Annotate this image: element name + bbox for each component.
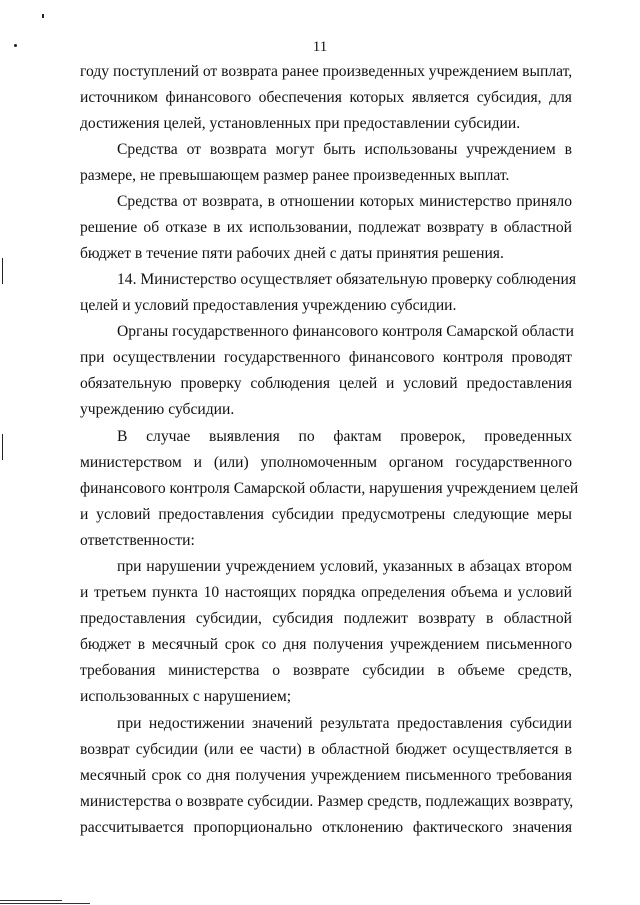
text-line: министерством и (или) уполномоченным органом государственного — [80, 454, 572, 471]
text-line: возврат субсидии (или ее части) в областной бюджет осуществляется в — [80, 741, 572, 758]
text-line: Средства от возврата могут быть использованы учреждением в — [117, 141, 572, 158]
text-line: решение об отказе в их использовании, подлежат возврату в областной — [80, 219, 572, 236]
text-line: целей и условий предоставления учреждению субсидии. — [80, 297, 457, 314]
text-line: предоставления субсидии, субсидия подлежит возврату в областной — [80, 610, 572, 627]
text-line: В случае выявления по фактам проверок, проведенных — [117, 428, 572, 445]
text-line: при недостижении значений результата предоставления субсидии — [117, 715, 572, 732]
scan-bottom-edge — [0, 903, 90, 904]
scan-edge-mark — [2, 434, 3, 460]
text-line: бюджет в течение пяти рабочих дней с даты принятия решения. — [80, 245, 504, 262]
text-line: и третьем пункта 10 настоящих порядка определения объема и условий — [80, 584, 572, 601]
text-line: году поступлений от возврата ранее произведенных учреждением выплат, — [80, 63, 573, 80]
text-line: достижения целей, установленных при предоставлении субсидии. — [80, 115, 521, 132]
text-line: месячный срок со дня получения учреждением письменного требования — [80, 767, 572, 784]
text-line: при нарушении учреждением условий, указанных в абзацах втором — [117, 558, 572, 575]
text-line: источником финансового обеспечения которых является субсидия, для — [80, 89, 572, 106]
scan-bottom-edge — [0, 900, 62, 901]
text-line: ответственности: — [80, 532, 195, 549]
text-line: министерства о возврате субсидии. Размер средств, подлежащих возврату, — [80, 793, 574, 810]
text-line: бюджет в месячный срок со дня получения учреждением письменного — [80, 636, 572, 653]
text-line: Средства от возврата, в отношении которых министерство приняло — [117, 193, 572, 210]
text-line: 14. Министерство осуществляет обязательную проверку соблюдения — [117, 271, 577, 288]
scan-speck — [42, 14, 44, 18]
text-line: и условий предоставления субсидии предусмотрены следующие меры — [80, 506, 572, 523]
text-line: учреждению субсидии. — [80, 401, 235, 418]
text-line: рассчитывается пропорционально отклонению фактического значения — [80, 819, 572, 836]
text-line: финансового контроля Самарской области, нарушения учреждением целей — [80, 480, 579, 497]
text-line: при осуществлении государственного финансового контроля проводят — [80, 349, 572, 366]
text-line: размере, не превышающем размер ранее произведенных выплат. — [80, 167, 510, 184]
text-line: Органы государственного финансового контроля Самарской области — [117, 323, 574, 340]
text-line: использованных с нарушением; — [80, 688, 292, 705]
text-line: обязательную проверку соблюдения целей и условий предоставления — [80, 375, 572, 392]
text-line: требования министерства о возврате субсидии в объеме средств, — [80, 662, 572, 679]
scan-edge-mark — [2, 258, 3, 284]
page-number: 11 — [312, 39, 328, 55]
